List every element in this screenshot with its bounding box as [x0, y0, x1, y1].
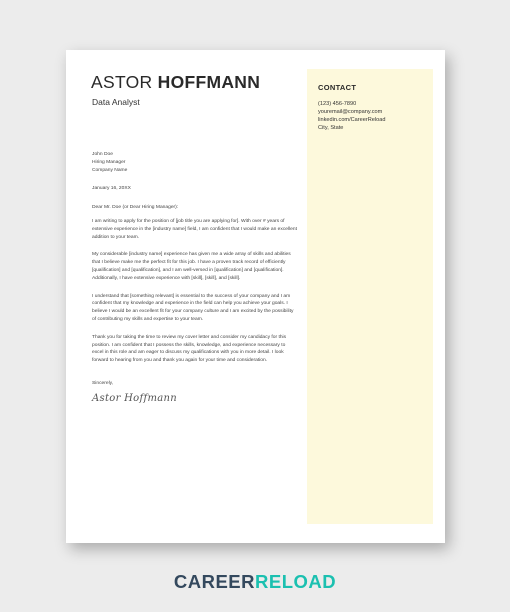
closing: Sincerely,	[92, 380, 114, 386]
contact-phone: (123) 456-7890	[318, 101, 357, 107]
brand-part-reload: RELOAD	[255, 571, 337, 592]
contact-linkedin: linkedin.com/CareerReload	[318, 117, 386, 123]
paragraph-1: I am writing to apply for the position of [job title you are applying for]. With over # years of extensive experience in the [industry name] field, I am confident that I would make an excellent addition to your team.	[92, 218, 297, 240]
contact-heading: CONTACT	[318, 83, 357, 92]
paragraph-3: I understand that [something relevant] is essential to the success of your company and I am confident that my knowledge and experience in the field can help you achieve your goals. I believe I would be an excellent fit for your company culture and I am excited by the possibility of contributing my skills and expertise to your team.	[92, 293, 294, 322]
signature: Astor Hoffmann	[92, 392, 178, 404]
letter-body	[92, 151, 298, 406]
contact-sidebar	[307, 69, 433, 524]
applicant-name	[91, 72, 260, 93]
letter-date: January 16, 20XX	[92, 186, 131, 192]
job-title: Data Analyst	[92, 97, 140, 107]
paragraph-2: My considerable [industry name] experience has given me a wide array of skills and abilities that I believe make me the perfect fit for this job. I have a proven track record of efficiently [qualification] and [qualification], and I am well-versed in [qualification] and [qualification]. Additionally, I have extensive experience with [skill], [skill], and [skill].	[92, 252, 291, 281]
contact-email: youremail@company.com	[318, 109, 383, 115]
last-name: HOFFMANN	[157, 72, 261, 92]
recipient-name: John Doe	[92, 152, 113, 157]
recipient-title: Hiring Manager	[92, 159, 126, 165]
contact-list	[318, 100, 385, 132]
cover-letter-page	[66, 50, 445, 543]
paragraph-4: Thank you for taking the time to review my cover letter and consider my candidacy for this position. I am confident that I possess the skills, knowledge, and experience necessary to excel in this role and am eager to discuss my qualifications with you in more detail. I look forward to hearing from you and thank you again for your time and consideration.	[92, 334, 287, 364]
contact-location: City, State	[318, 125, 344, 131]
recipient-block	[92, 151, 298, 174]
brand-logo	[0, 571, 510, 593]
salutation: Dear Mr. Doe (or Dear Hiring Manager):	[92, 205, 179, 211]
recipient-company: Company Name	[92, 167, 128, 173]
first-name: ASTOR	[91, 72, 153, 92]
brand-part-career: CAREER	[173, 571, 255, 592]
